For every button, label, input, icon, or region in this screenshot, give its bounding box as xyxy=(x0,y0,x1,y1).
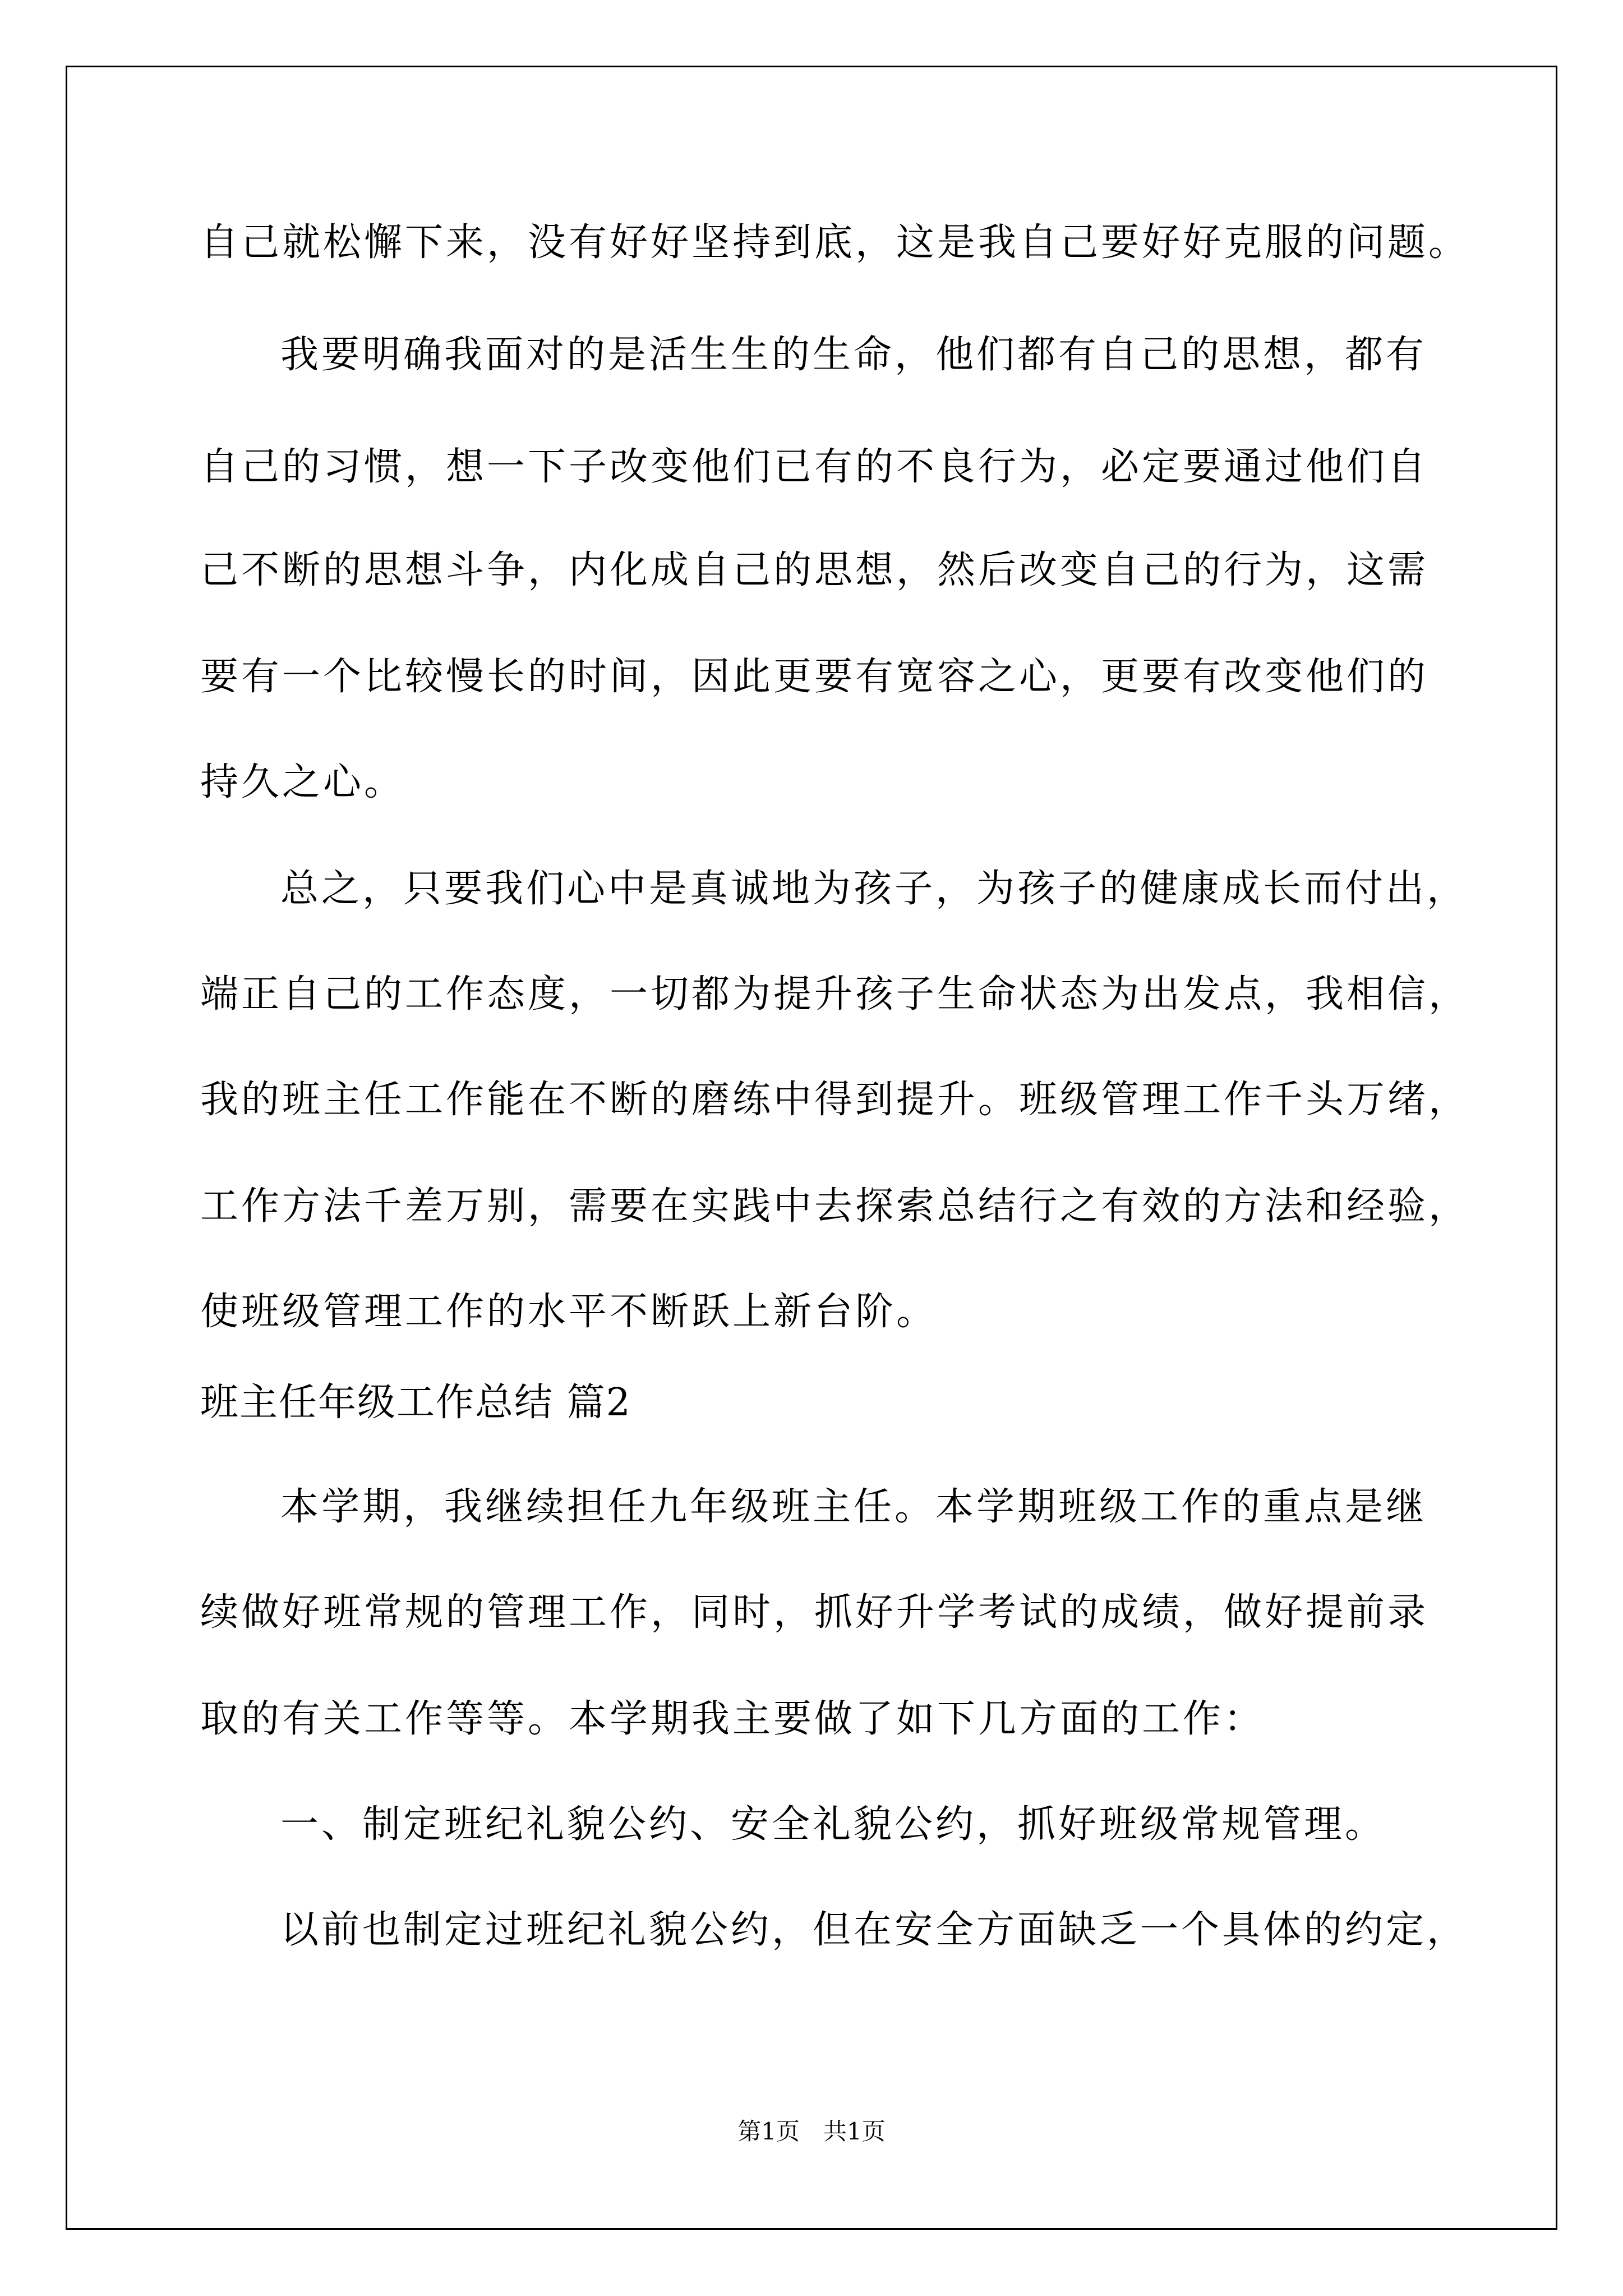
paragraph-start-line: 总之，只要我们心中是真诚地为孩子，为孩子的健康成长而付出， xyxy=(280,867,1468,911)
body-line: 工作方法千差万别，需要在实践中去探索总结行之有效的方法和经验， xyxy=(200,1184,1470,1228)
paragraph-start-line: 一、制定班纪礼貌公约、安全礼貌公约，抓好班级常规管理。 xyxy=(280,1802,1386,1847)
page-number-footer: 第1页 共1页 xyxy=(737,2118,886,2145)
body-line: 持久之心。 xyxy=(200,760,405,804)
paragraph-start-line: 本学期，我继续担任九年级班主任。本学期班级工作的重点是继 xyxy=(280,1485,1427,1529)
body-line: 续做好班常规的管理工作，同时，抓好升学考试的成绩，做好提前录 xyxy=(200,1590,1429,1635)
body-line: 己不断的思想斗争，内化成自己的思想，然后改变自己的行为，这需 xyxy=(200,548,1429,592)
body-line: 取的有关工作等等。本学期我主要做了如下几方面的工作： xyxy=(200,1697,1265,1741)
paragraph-start-line: 以前也制定过班纪礼貌公约，但在安全方面缺乏一个具体的约定， xyxy=(280,1908,1468,1952)
paragraph-start-line: 我要明确我面对的是活生生的生命，他们都有自己的思想，都有 xyxy=(280,333,1427,377)
body-line: 自己就松懈下来，没有好好坚持到底，这是我自己要好好克服的问题。 xyxy=(200,220,1470,265)
body-line: 自己的习惯，想一下子改变他们已有的不良行为，必定要通过他们自 xyxy=(200,445,1429,489)
body-line: 要有一个比较慢长的时间，因此更要有宽容之心，更要有改变他们的 xyxy=(200,655,1429,699)
body-line: 端正自己的工作态度，一切都为提升孩子生命状态为出发点，我相信， xyxy=(200,972,1470,1016)
body-line: 我的班主任工作能在不断的磨练中得到提升。班级管理工作千头万绪， xyxy=(200,1078,1470,1122)
section-heading: 班主任年级工作总结 篇2 xyxy=(200,1381,631,1425)
body-line: 使班级管理工作的水平不断跃上新台阶。 xyxy=(200,1290,938,1334)
